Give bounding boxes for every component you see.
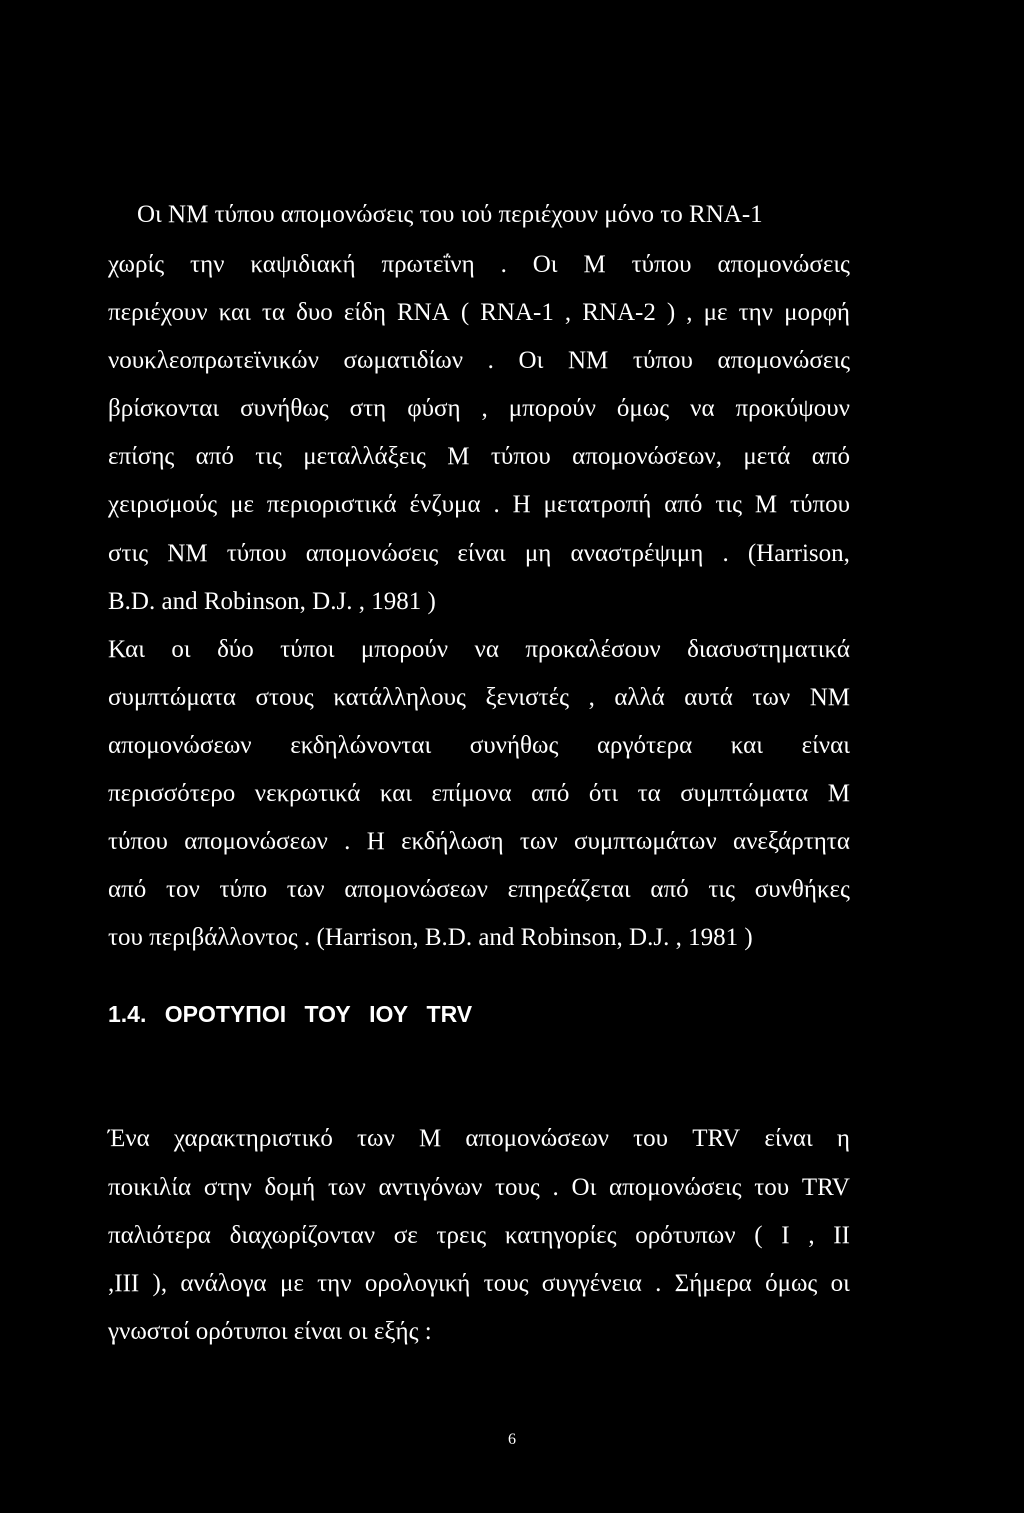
word: προκαλέσουν — [525, 636, 661, 663]
word: εκδήλωση — [401, 828, 504, 855]
word: των — [519, 828, 558, 855]
word: ξενιστές — [485, 684, 570, 711]
word: και — [218, 299, 251, 326]
word: μπορούν — [508, 395, 596, 422]
p1-line-8 — [108, 539, 850, 569]
word: να — [690, 395, 715, 422]
word: , — [481, 395, 488, 422]
word: , — [686, 299, 693, 326]
word: τύπου — [108, 828, 168, 855]
word: ( — [460, 299, 470, 326]
word: . — [500, 251, 507, 278]
p1-line-7 — [108, 490, 850, 520]
p2-line-4 — [108, 779, 850, 809]
word: περιέχουν — [108, 299, 208, 326]
word: παλιότερα — [108, 1222, 211, 1249]
word: εκδηλώνονται — [290, 732, 432, 759]
word: είναι — [764, 1125, 813, 1152]
word: στη — [349, 395, 387, 422]
word: των — [286, 876, 325, 903]
word: ορολογική — [364, 1270, 471, 1297]
word: ποικιλία — [108, 1174, 192, 1201]
p2-line-6 — [108, 875, 850, 905]
word: Η — [512, 491, 531, 518]
word: RNA-2 — [582, 299, 656, 326]
word: είναι — [457, 540, 506, 567]
word: . — [552, 1174, 559, 1201]
word: κατάλληλους — [333, 684, 466, 711]
word: οι — [171, 636, 191, 663]
word: τύπου — [790, 491, 850, 518]
word: Μ — [583, 251, 606, 278]
word: νεκρωτικά — [254, 780, 361, 807]
word: ΝΜ — [567, 347, 609, 374]
word: , — [564, 299, 572, 326]
word: τύποι — [280, 636, 335, 663]
word: τους — [495, 1174, 540, 1201]
word: τύπου — [632, 347, 693, 374]
word: μετά — [743, 443, 791, 470]
word: , — [808, 1222, 815, 1249]
word: μετατροπή — [543, 491, 652, 518]
section-heading: 1.4. ΟΡΟΤΥΠΟΙ ΤΟΥ ΙΟΥ TRV — [108, 1001, 473, 1027]
word: μορφή — [784, 299, 850, 326]
word: Και — [108, 636, 145, 663]
p1-line-9: B.D. and Robinson, D.J. , 1981 ) — [108, 588, 436, 615]
word: ανάλογα — [180, 1270, 267, 1297]
word: πρωτεΐνη — [381, 251, 475, 278]
word: συμπτώματα — [108, 684, 237, 711]
word: TRV — [801, 1174, 850, 1201]
word: χαρακτηριστικό — [173, 1125, 333, 1152]
word: τα — [261, 299, 286, 326]
word: απομονώσεις — [305, 540, 439, 567]
word: αυτά — [684, 684, 733, 711]
word: όμως — [616, 395, 670, 422]
p2-line-2 — [108, 683, 850, 713]
p3-line-3 — [108, 1221, 850, 1251]
word: από — [531, 780, 570, 807]
word: . — [722, 540, 729, 567]
word: νουκλεοπρωτεϊνικών — [108, 347, 319, 374]
p1-line-6 — [108, 442, 850, 472]
word: Ι — [781, 1222, 790, 1249]
word: (Harrison, — [747, 540, 850, 567]
p2-line-1 — [108, 635, 850, 665]
word: μη — [524, 540, 552, 567]
word: του — [633, 1125, 669, 1152]
p1-line-5 — [108, 394, 850, 424]
word: δυο — [296, 299, 333, 326]
word: Οι — [518, 347, 544, 374]
word: . — [344, 828, 351, 855]
word: συνήθως — [240, 395, 329, 422]
word: κατηγορίες — [504, 1222, 617, 1249]
word: τις — [708, 876, 736, 903]
word: . — [493, 491, 500, 518]
word: των — [357, 1125, 395, 1152]
word: RNA — [396, 299, 450, 326]
word: διασυστηματικά — [687, 636, 850, 663]
word: όμως — [765, 1270, 818, 1297]
word: από — [664, 491, 703, 518]
word: TRV — [692, 1125, 741, 1152]
word: . — [655, 1270, 662, 1297]
word: είναι — [801, 732, 850, 759]
word: και — [730, 732, 763, 759]
word: επίσης — [108, 443, 175, 470]
word: των — [752, 684, 791, 711]
word: οι — [830, 1270, 850, 1297]
p3-line-2 — [108, 1173, 850, 1203]
word: στις — [108, 540, 149, 567]
word: αλλά — [614, 684, 665, 711]
word: απομονώσεων — [108, 732, 252, 759]
word: στους — [255, 684, 314, 711]
word: ΝΜ — [809, 684, 850, 711]
word: . — [487, 347, 494, 374]
word: διαχωρίζονταν — [229, 1222, 376, 1249]
word: Μ — [418, 1125, 442, 1152]
p1-line-1: Οι ΝΜ τύπου απομονώσεις του ιού περιέχουν μόνο το RNA-1 — [137, 201, 763, 228]
word: τύπου — [226, 540, 287, 567]
word: ένζυμα — [409, 491, 481, 518]
word: χειρισμούς — [108, 491, 218, 518]
word: βρίσκονται — [108, 395, 220, 422]
word: Οι — [571, 1174, 597, 1201]
word: ορότυπων — [635, 1222, 736, 1249]
word: Ένα — [108, 1125, 150, 1152]
word: με — [230, 491, 254, 518]
word: συμπτωμάτων — [574, 828, 717, 855]
word: καψιδιακή — [250, 251, 356, 278]
word: απομονώσεις — [717, 347, 850, 374]
word: σωματιδίων — [343, 347, 464, 374]
word: του — [754, 1174, 790, 1201]
word: από — [108, 876, 147, 903]
p1-line-4 — [108, 346, 850, 376]
word: Μ — [827, 780, 850, 807]
word: τις — [715, 491, 743, 518]
word: περισσότερο — [108, 780, 236, 807]
word: ΝΜ — [167, 540, 208, 567]
page-number: 6 — [508, 1431, 516, 1448]
word: ) — [666, 299, 676, 326]
word: Μ — [447, 443, 470, 470]
word: τον — [165, 876, 200, 903]
word: ότι — [588, 780, 619, 807]
word: απομονώσεων — [465, 1125, 609, 1152]
word: συνθήκες — [754, 876, 850, 903]
word: τύπου — [490, 443, 551, 470]
word: από — [650, 876, 689, 903]
word: συμπτώματα — [680, 780, 809, 807]
word: απομονώσεων — [184, 828, 328, 855]
word: δύο — [217, 636, 254, 663]
word: από — [811, 443, 850, 470]
word: Σήμερα — [674, 1270, 752, 1297]
word: περιοριστικά — [266, 491, 397, 518]
word: , — [588, 684, 595, 711]
word: στην — [203, 1174, 252, 1201]
p3-line-1 — [108, 1124, 850, 1154]
word: RNA-1 — [480, 299, 554, 326]
word: Η — [366, 828, 385, 855]
word: σε — [393, 1222, 418, 1249]
word: ανεξάρτητα — [733, 828, 850, 855]
word: χωρίς — [108, 251, 165, 278]
word: τις — [255, 443, 282, 470]
word: είδη — [343, 299, 386, 326]
word: αργότερα — [596, 732, 693, 759]
word: από — [195, 443, 234, 470]
word: ), — [152, 1270, 168, 1297]
word: ( — [754, 1222, 763, 1249]
p1-line-2 — [108, 250, 850, 280]
p2-line-7: του περιβάλλοντος . (Harrison, B.D. and Robinson, D.J. , 1981 ) — [108, 924, 753, 951]
word: απομονώσεις — [609, 1174, 742, 1201]
word: την — [190, 251, 225, 278]
word: Μ — [754, 491, 778, 518]
word: τους — [483, 1270, 529, 1297]
word: την — [317, 1270, 352, 1297]
word: δομή — [264, 1174, 316, 1201]
p2-line-3 — [108, 731, 850, 761]
word: συγγένεια — [541, 1270, 642, 1297]
word: ,ΙΙΙ — [108, 1270, 140, 1297]
word: Οι — [532, 251, 558, 278]
word: προκύψουν — [735, 395, 850, 422]
p1-line-3 — [108, 298, 850, 328]
word: και — [379, 780, 413, 807]
word: επηρεάζεται — [507, 876, 631, 903]
word: με — [703, 299, 728, 326]
word: επίμονα — [431, 780, 512, 807]
word: συνήθως — [469, 732, 559, 759]
p2-line-5 — [108, 827, 850, 857]
word: αντιγόνων — [378, 1174, 483, 1201]
word: ΙΙ — [833, 1222, 850, 1249]
word: απομονώσεων — [344, 876, 488, 903]
word: η — [836, 1125, 850, 1152]
word: με — [279, 1270, 304, 1297]
word: να — [474, 636, 499, 663]
word: φύση — [407, 395, 461, 422]
word: μεταλλάξεις — [303, 443, 426, 470]
word: τα — [637, 780, 661, 807]
word: την — [738, 299, 773, 326]
word: μπορούν — [360, 636, 449, 663]
word: απομονώσεις — [717, 251, 850, 278]
word: τύπου — [631, 251, 692, 278]
word: τύπο — [219, 876, 268, 903]
word: τρεις — [436, 1222, 487, 1249]
p3-line-5: γνωστοί ορότυποι είναι οι εξής : — [108, 1318, 432, 1345]
p3-line-4 — [108, 1269, 850, 1299]
word: των — [327, 1174, 366, 1201]
word: απομονώσεων, — [572, 443, 722, 470]
word: αναστρέψιμη — [570, 540, 704, 567]
